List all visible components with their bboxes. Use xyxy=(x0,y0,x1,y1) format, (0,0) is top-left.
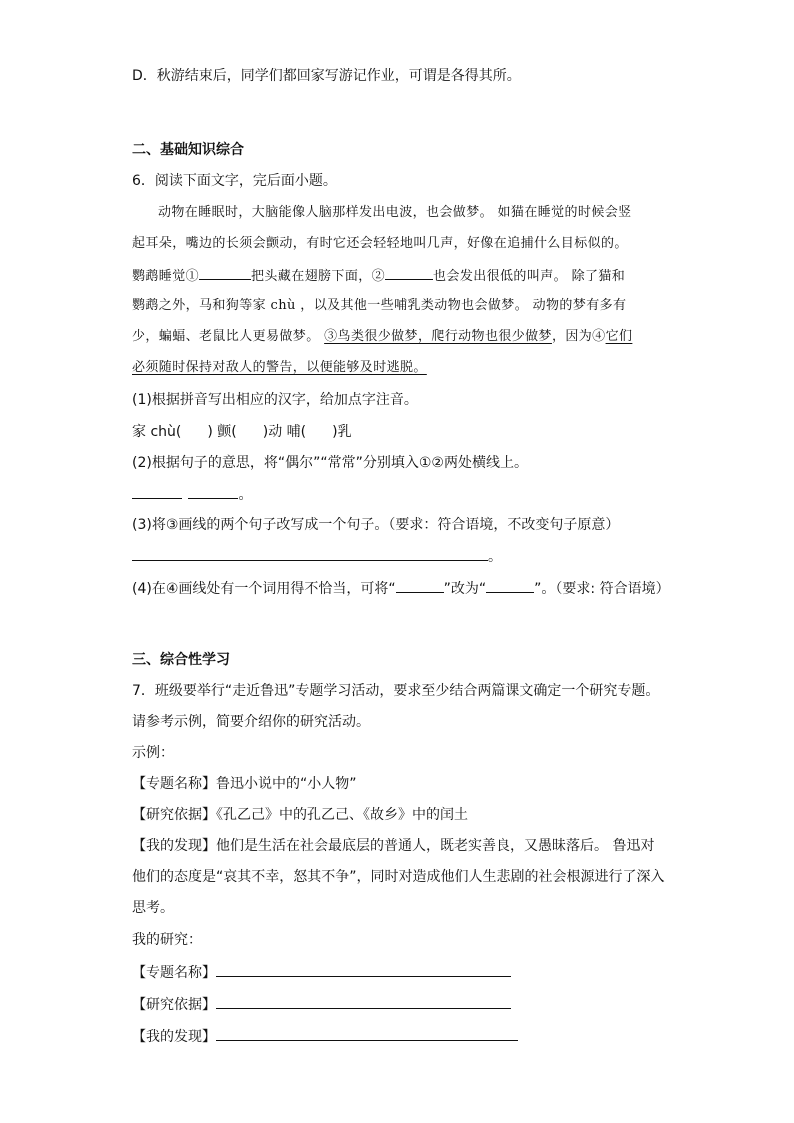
passage-line-5 xyxy=(132,327,632,347)
sub-question-3-answer xyxy=(132,546,502,567)
sub-question-2: (2)根据句子的意思，将“偶尔”“常常”分别填入①②两处横线上。 xyxy=(132,455,528,471)
question-6-stem: 6．阅读下面文字，完后面小题。 xyxy=(132,173,337,189)
sub-question-1-items xyxy=(132,422,352,442)
example-topic: 【专题名称】鲁迅小说中的“小人物” xyxy=(132,776,357,792)
my-finding-input[interactable] xyxy=(216,1026,518,1041)
my-basis-row xyxy=(132,994,511,1015)
my-topic-row xyxy=(132,962,511,983)
sub-question-2-answer xyxy=(132,484,252,505)
my-topic-input[interactable] xyxy=(216,962,511,977)
option-d: D．秋游结束后，同学们都回家写游记作业，可谓是各得其所。 xyxy=(132,68,521,84)
example-finding-line-1: 【我的发现】他们是生活在社会最底层的普通人，既老实善良，又愚昧落后。 鲁迅对 xyxy=(132,838,655,854)
example-basis: 【研究依据】《孔乙己》中的孔乙己、《故乡》中的闰土 xyxy=(132,807,468,823)
passage-line-4: 鹦鹉之外，马和狗等家 chù ，以及其他一些哺乳类动物也会做梦。 动物的梦有多有 xyxy=(132,298,627,313)
answer-blank-new-word[interactable] xyxy=(486,578,534,593)
item-chu-label: 家 chù( xyxy=(132,424,182,440)
passage-line-5-part-a: 少，蝙蝠、老鼠比人更易做梦。 xyxy=(132,329,325,344)
my-finding-label: 【我的发现】 xyxy=(132,1029,216,1045)
passage-line-3-part-c: 也会发出很低的叫声。 除了猫和 xyxy=(433,269,626,284)
passage-line-5-part-c: ，因为④ xyxy=(551,329,606,344)
blank-2[interactable] xyxy=(385,265,433,280)
my-research-label: 我的研究： xyxy=(132,932,202,948)
section-2-title: 二、基础知识综合 xyxy=(132,142,244,158)
my-basis-label: 【研究依据】 xyxy=(132,997,216,1013)
sub-question-3: (3)将③画线的两个句子改写成一个句子。（要求：符合语境，不改变句子原意） xyxy=(132,517,620,533)
sub-question-4 xyxy=(132,578,670,599)
my-topic-label: 【专题名称】 xyxy=(132,965,216,981)
section-3-title: 三、综合性学习 xyxy=(132,652,230,668)
question-7-line-2: 请参考示例，简要介绍你的研究活动。 xyxy=(132,714,370,730)
passage-line-1: 动物在睡眠时，大脑能像人脑那样发出电波，也会做梦。 如猫在睡觉的时候会竖 xyxy=(158,205,632,220)
sub-question-2-end: 。 xyxy=(238,487,253,503)
item-chan-label: ) 颤( xyxy=(207,424,237,440)
blank-1[interactable] xyxy=(199,265,251,280)
passage-line-3-part-b: 把头藏在翅膀下面，② xyxy=(251,269,386,284)
sub-question-4-part-c: ”。（要求: 符合语境） xyxy=(534,581,670,597)
sub-question-1: (1)根据拼音写出相应的汉字，给加点字注音。 xyxy=(132,392,418,408)
my-finding-row xyxy=(132,1026,518,1047)
item-bu-label: )动 哺( xyxy=(262,424,307,440)
my-basis-input[interactable] xyxy=(216,994,511,1009)
item-ru-label: )乳 xyxy=(332,424,352,440)
underlined-sentence-3: ③鸟类很少做梦，爬行动物也很少做梦 xyxy=(324,329,552,344)
question-7-line-1: 7．班级要举行“走近鲁迅”专题学习活动，要求至少结合两篇课文确定一个研究专题。 xyxy=(132,683,660,699)
sub-question-4-part-a: (4)在④画线处有一个词用得不恰当，可将“ xyxy=(132,581,396,597)
underlined-sentence-4-end: 必须随时保持对敌人的警告，以便能够及时逃脱。 xyxy=(132,360,427,375)
passage-line-2: 起耳朵，嘴边的长须会颤动，有时它还会轻轻地叫几声，好像在追捕什么目标似的。 xyxy=(132,236,628,251)
answer-blank-2[interactable] xyxy=(188,484,238,499)
example-label: 示例： xyxy=(132,745,174,761)
answer-line-sentence[interactable] xyxy=(132,546,488,561)
underlined-sentence-4-start: 它们 xyxy=(605,329,633,344)
example-finding-line-2: 他们的态度是“哀其不幸，怒其不争”，同时对造成他们人生悲剧的社会根源进行了深入 xyxy=(132,869,665,885)
answer-blank-1[interactable] xyxy=(132,484,182,499)
passage-line-3-part-a: 鹦鹉睡觉① xyxy=(132,269,200,284)
answer-blank-original-word[interactable] xyxy=(396,578,444,593)
sub-question-4-part-b: ”改为“ xyxy=(443,581,487,597)
example-finding-line-3: 思考。 xyxy=(132,900,174,916)
passage-line-3 xyxy=(132,265,625,287)
sub-question-3-end: 。 xyxy=(488,549,502,565)
